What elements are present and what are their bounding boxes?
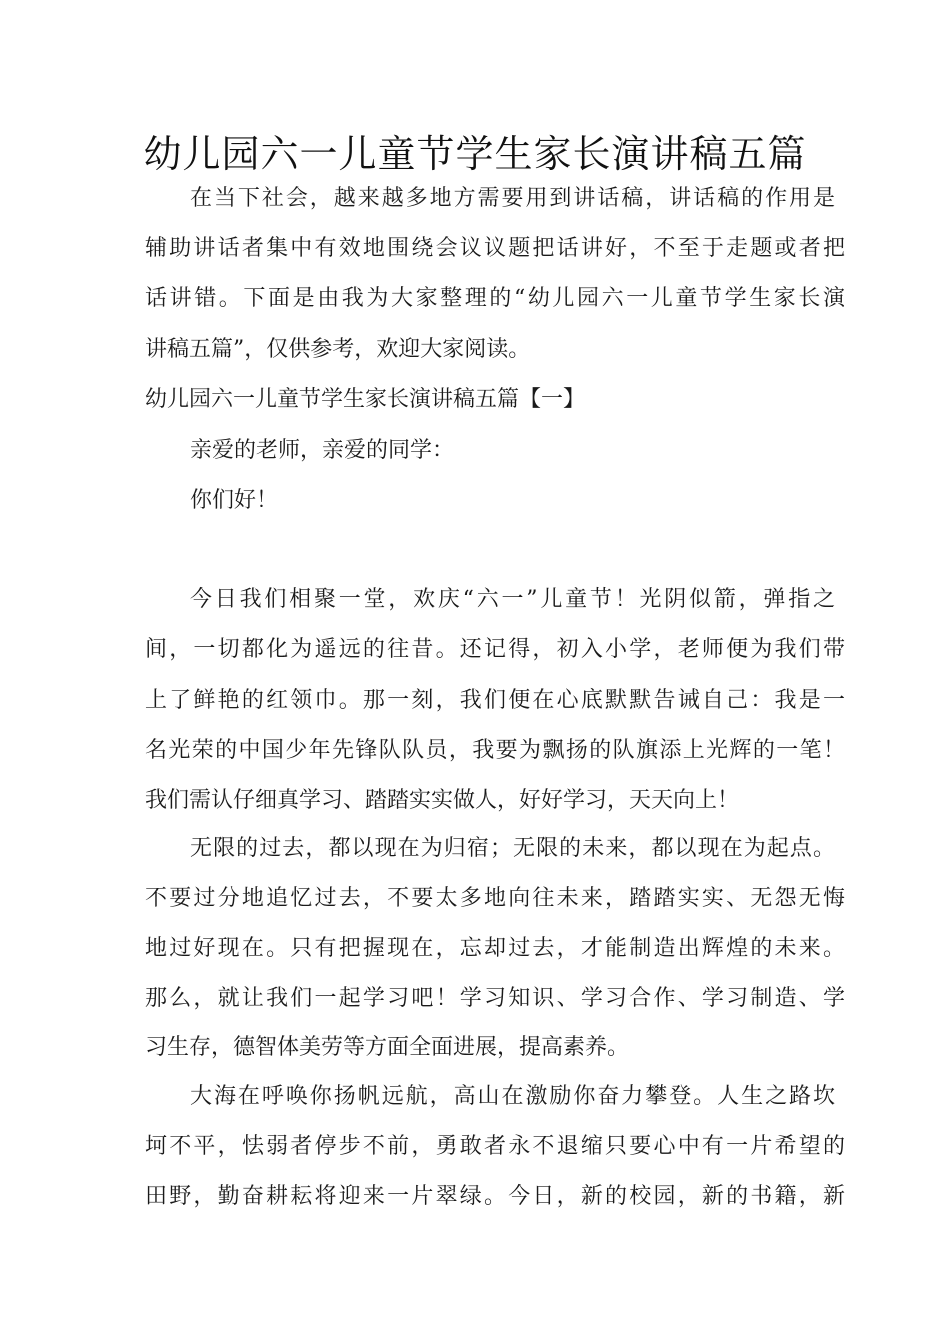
intro-line: 讲稿五篇”，仅供参考，欢迎大家阅读。 [145, 337, 531, 362]
section-heading: 幼儿园六一儿童节学生家长演讲稿五篇【一】 [145, 387, 586, 412]
paragraph-line: 无限的过去，都以现在为归宿；无限的未来，都以现在为起点。 [190, 836, 835, 861]
greeting: 你们好！ [190, 488, 279, 513]
paragraph-line: 地过好现在。只有把握现在，忘却过去，才能制造出辉煌的未来。 [145, 936, 845, 961]
paragraph-line: 那么，就让我们一起学习吧！学习知识、学习合作、学习制造、学 [145, 986, 845, 1011]
paragraph-line: 大海在呼唤你扬帆远航，高山在激励你奋力攀登。人生之路坎 [190, 1084, 835, 1109]
intro-line: 话讲错。下面是由我为大家整理的“幼儿园六一儿童节学生家长演 [145, 286, 845, 311]
intro-line: 辅助讲话者集中有效地围绕会议议题把话讲好，不至于走题或者把 [145, 236, 845, 261]
salutation: 亲爱的老师，亲爱的同学： [190, 438, 455, 463]
paragraph-line: 我们需认仔细真学习、踏踏实实做人，好好学习，天天向上！ [145, 788, 740, 813]
paragraph-line: 间，一切都化为遥远的往昔。还记得，初入小学，老师便为我们带 [145, 637, 845, 662]
paragraph-line: 田野，勤奋耕耘将迎来一片翠绿。今日，新的校园，新的书籍，新 [145, 1184, 845, 1209]
paragraph-line: 今日我们相聚一堂，欢庆“六一”儿童节！光阴似箭，弹指之 [190, 587, 835, 612]
intro-line: 在当下社会，越来越多地方需要用到讲话稿，讲话稿的作用是 [190, 186, 835, 211]
paragraph-line: 不要过分地追忆过去，不要太多地向往未来，踏踏实实、无怨无悔 [145, 886, 845, 911]
document-title: 幼儿园六一儿童节学生家长演讲稿五篇 [143, 132, 807, 176]
paragraph-line: 习生存，德智体美劳等方面全面进展，提高素养。 [145, 1035, 630, 1060]
paragraph-line: 坷不平，怯弱者停步不前，勇敢者永不退缩只要心中有一片希望的 [145, 1134, 845, 1159]
paragraph-line: 上了鲜艳的红领巾。那一刻，我们便在心底默默告诫自己：我是一 [145, 688, 845, 713]
paragraph-line: 名光荣的中国少年先锋队队员，我要为飘扬的队旗添上光辉的一笔！ [145, 738, 845, 763]
